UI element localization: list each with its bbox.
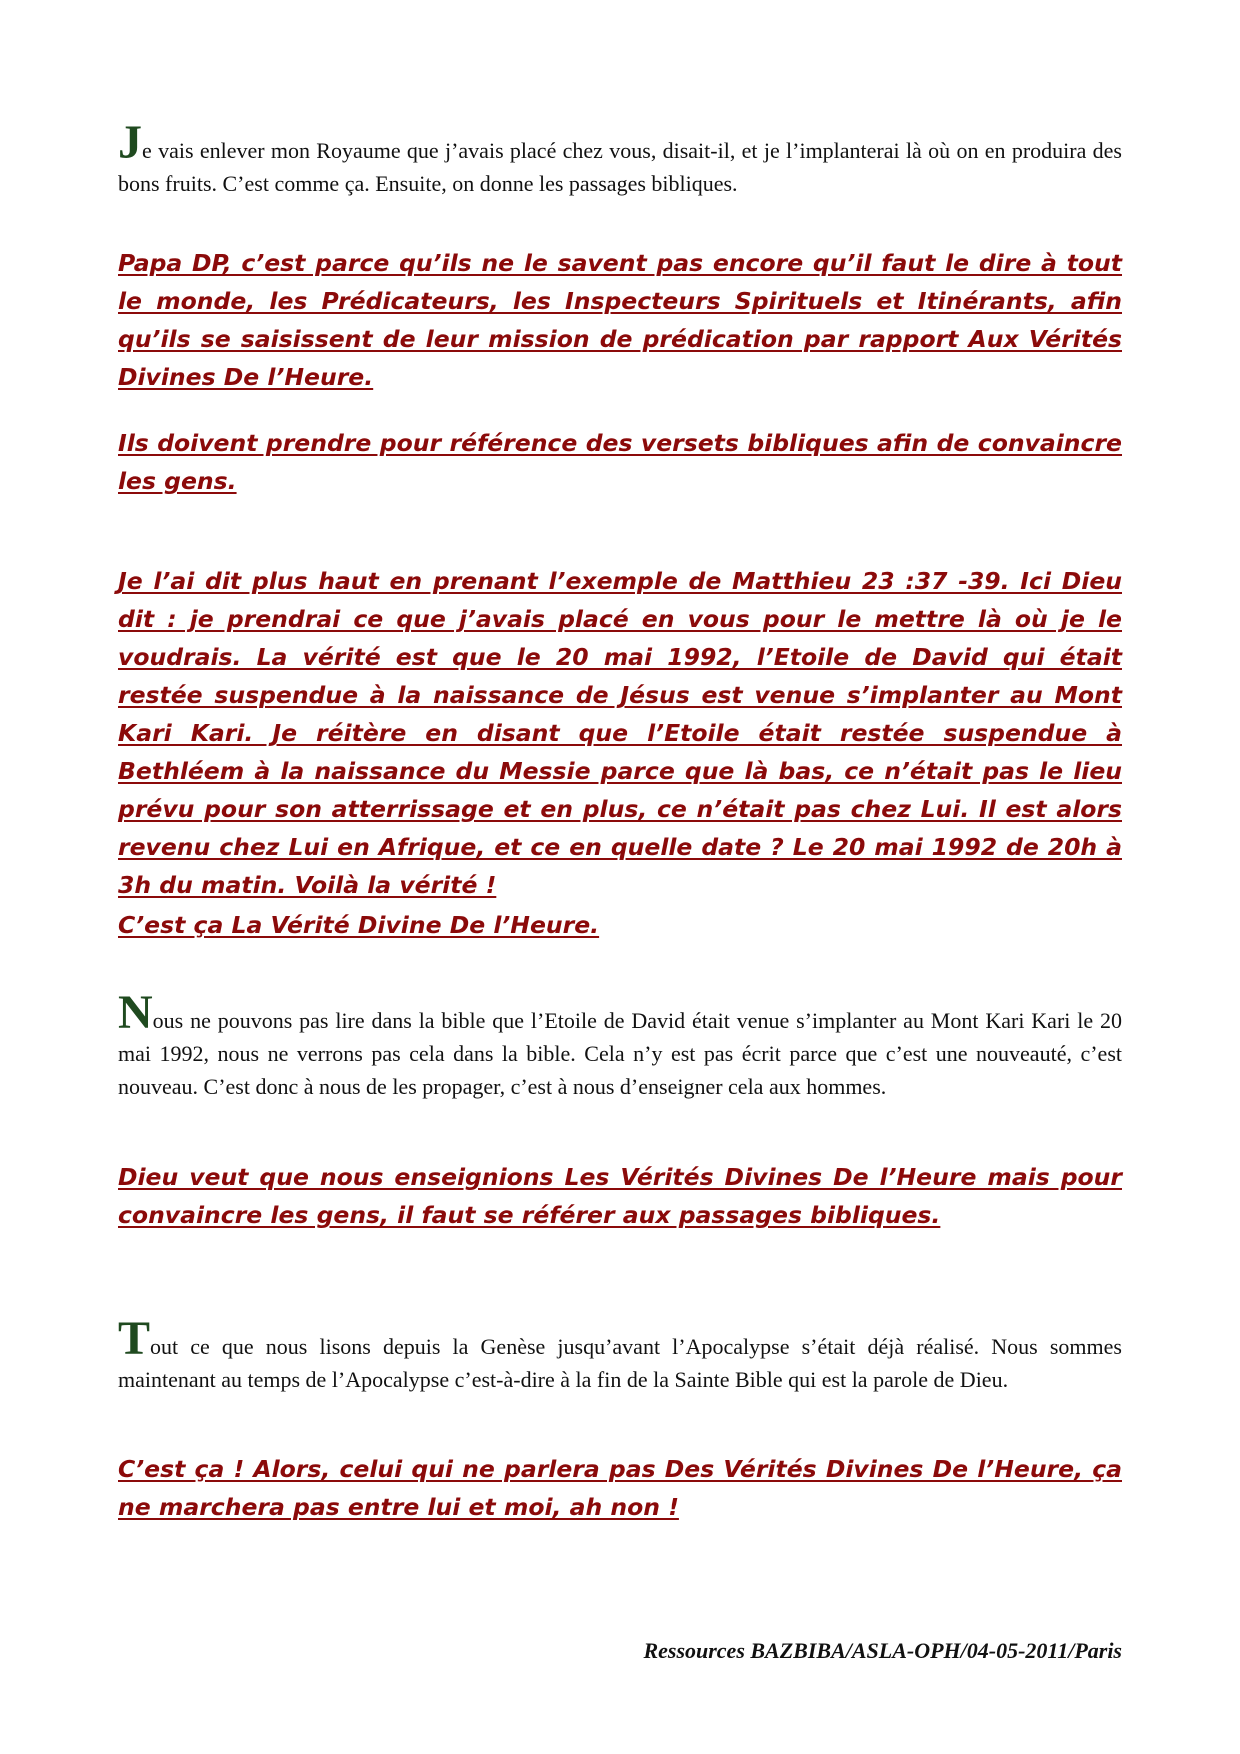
quote-papa-dp: Papa DP, c’est parce qu’ils ne le savent pas encore qu’il faut le dire à tout le monde, les Prédicateurs, les Inspecteurs Spirituels et Itinérants, afin qu’ils se saisissent de leur mission de prédication par rapport Aux Vérités Divines De l’Heure. [118,249,1122,391]
paragraph-text: out ce que nous lisons depuis la Genèse jusqu’avant l’Apocalypse s’était déjà réalisé. Nous sommes maintenant au temps de l’Apocalypse c’est-à-dire à la fin de la Sainte Bible qui est la parole de Dieu. [118,1334,1122,1392]
page-footer: Ressources BAZBIBA/ASLA-OPH/04-05-2011/Paris [643,1638,1122,1663]
quote-dieu-veut: Dieu veut que nous enseignions Les Vérités Divines De l’Heure mais pour convaincre les gens, il faut se référer aux passages bibliques. [118,1163,1122,1229]
quote-cest-ca: C’est ça ! Alors, celui qui ne parlera pas Des Vérités Divines De l’Heure, ça ne marchera pas entre lui et moi, ah non ! [118,1455,1122,1521]
paragraph-etoile-david [118,986,1122,1103]
quote-matthieu: Je l’ai dit plus haut en prenant l’exemple de Matthieu 23 :37 -39. Ici Dieu dit : je prendrai ce que j’avais placé en vous pour le mettre là où je le voudrais. La vérité est que le 20 mai 1992, l’Etoile de David qui était restée suspendue à la naissance de Jésus est venue s’implanter au Mont Kari Kari. Je réitère en disant que l’Etoile était restée suspendue à Bethléem à la naissance du Messie parce que là bas, ce n’était pas le lieu prévu pour son atterrissage et en plus, ce n’était pas chez Lui. Il est alors revenu chez Lui en Afrique, et ce en quelle date ? Le 20 mai 1992 de 20h à 3h du matin. Voilà la vérité ! [118,567,1122,899]
paragraph-text: e vais enlever mon Royaume que j’avais placé chez vous, disait-il, et je l’implanterai là où on en produira des bons fruits. C’est comme ça. Ensuite, on donne les passages bibliques. [118,138,1122,196]
drop-cap: T [118,1312,151,1365]
quote-versets-bibliques: Ils doivent prendre pour référence des versets bibliques afin de convaincre les gens. [118,429,1122,495]
paragraph-text: ous ne pouvons pas lire dans la bible que l’Etoile de David était venue s’implanter au Mont Kari Kari le 20 mai 1992, nous ne verrons pas cela dans la bible. Cela n’y est pas écrit parce que c’est une nouveauté, c’est nouveau. C’est donc à nous de les propager, c’est à nous d’enseigner cela aux hommes. [118,1008,1122,1099]
drop-cap: N [118,986,153,1039]
quote-verite-divine: C’est ça La Vérité Divine De l’Heure. [118,911,600,939]
paragraph-royaume [118,116,1122,200]
drop-cap: J [118,116,142,169]
paragraph-genese [118,1312,1122,1396]
